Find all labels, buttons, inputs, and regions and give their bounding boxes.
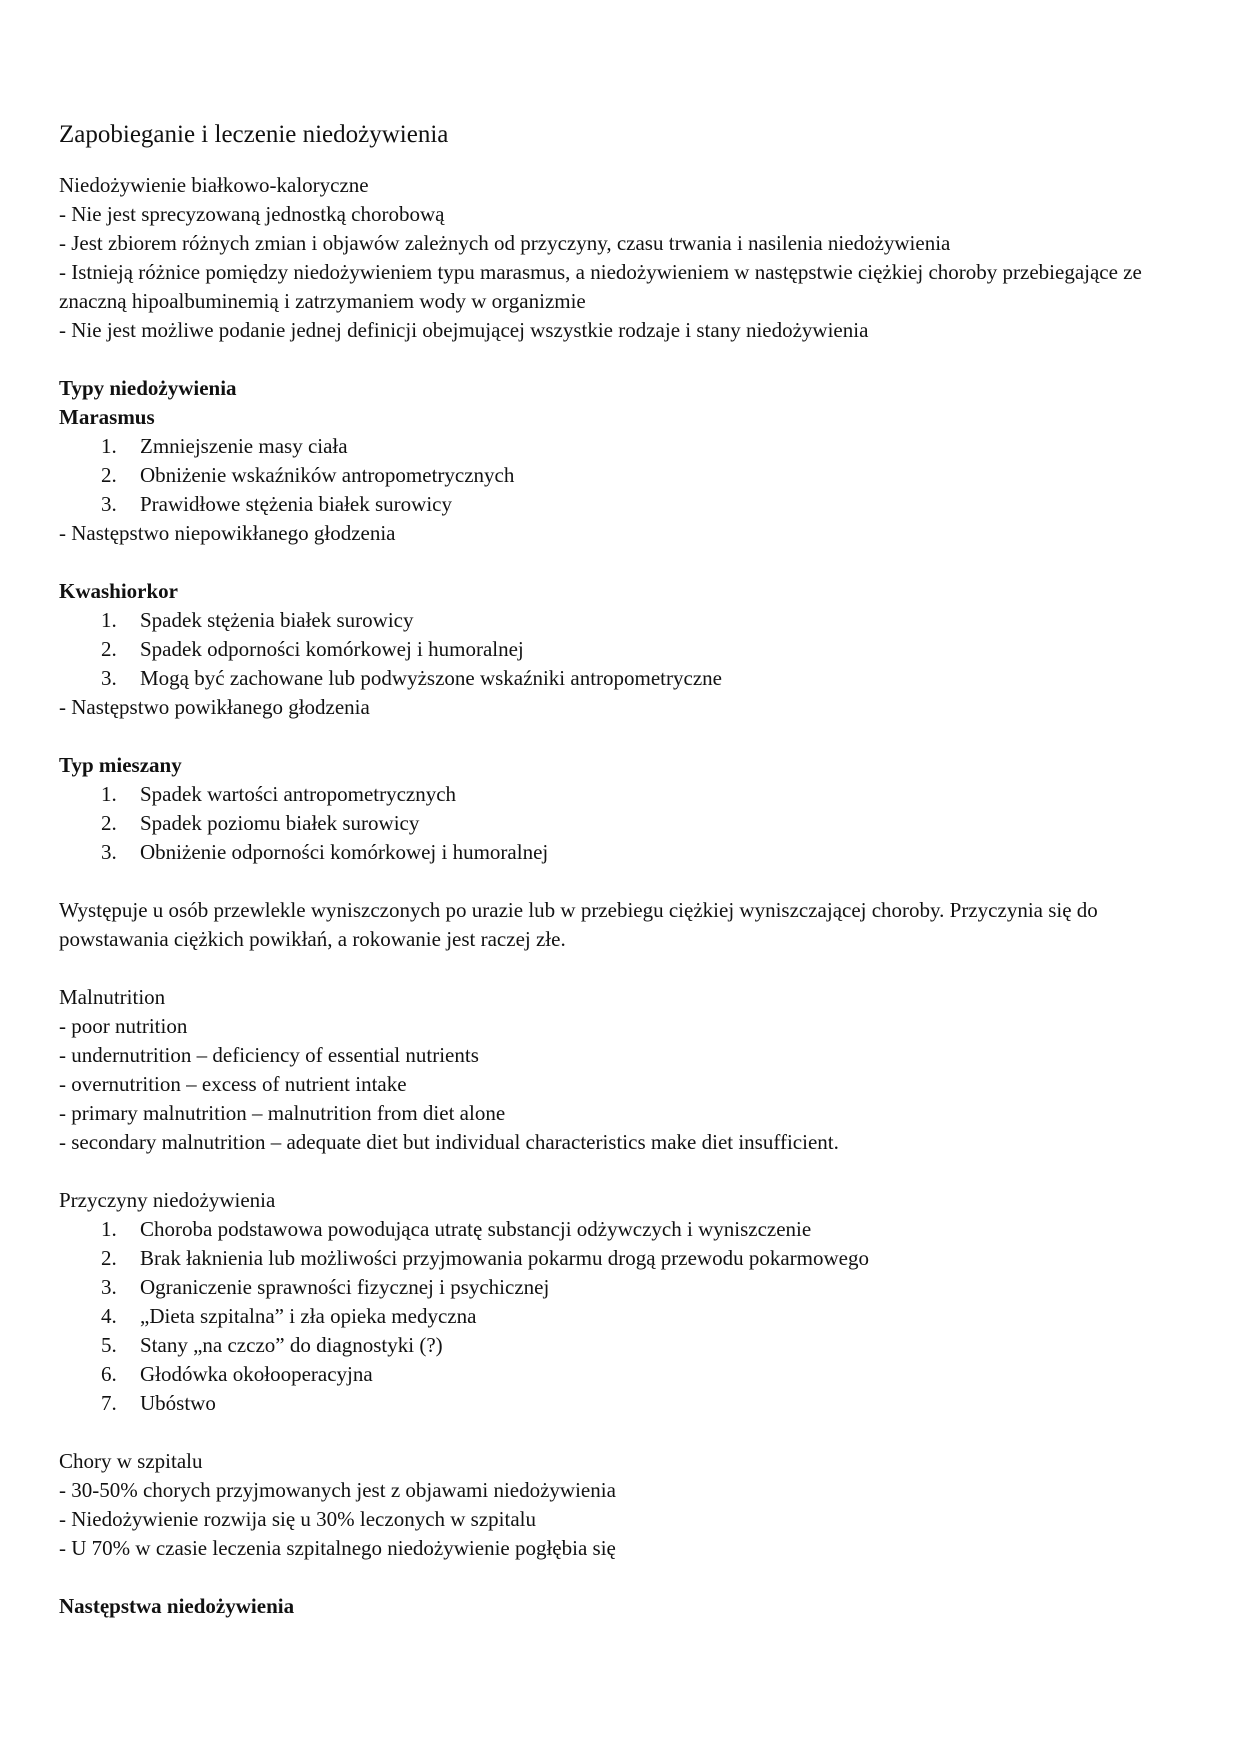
kwashiorkor-note: - Następstwo powikłanego głodzenia	[59, 695, 370, 719]
marasmus-note: - Następstwo niepowikłanego głodzenia	[59, 521, 396, 545]
list-item-text: Obniżenie wskaźników antropometrycznych	[140, 463, 515, 487]
mixed-list	[59, 780, 1189, 867]
mixed-section	[59, 751, 1189, 867]
list-item	[59, 809, 1189, 838]
list-item	[59, 1389, 1189, 1418]
marasmus-section	[59, 374, 1189, 548]
document-page	[59, 118, 1189, 1621]
list-number: 2.	[101, 811, 117, 835]
intro-item: - Istnieją różnice pomiędzy niedożywieniem typu marasmus, a niedożywieniem w następstwie ciężkiej choroby przebiegające ze znaczną hipoalbuminemią i zatrzymaniem wody w organizmie	[59, 260, 1142, 313]
causes-section	[59, 1186, 1189, 1418]
list-item	[59, 664, 1189, 693]
list-item	[59, 635, 1189, 664]
intro-section	[59, 171, 1189, 345]
consequences-heading: Następstwa niedożywienia	[59, 1594, 295, 1618]
list-item-text: „Dieta szpitalna” i zła opieka medyczna	[140, 1304, 477, 1328]
causes-heading: Przyczyny niedożywienia	[59, 1188, 276, 1212]
document-title: Zapobieganie i leczenie niedożywienia	[59, 121, 449, 148]
malnutrition-heading: Malnutrition	[59, 985, 166, 1009]
mixed-heading: Typ mieszany	[59, 753, 182, 777]
list-number: 2.	[101, 1246, 117, 1270]
hospital-item: - 30-50% chorych przyjmowanych jest z objawami niedożywienia	[59, 1478, 616, 1502]
intro-item: - Jest zbiorem różnych zmian i objawów zależnych od przyczyny, czasu trwania i nasilenia niedożywienia	[59, 231, 951, 255]
malnutrition-item: - primary malnutrition – malnutrition from diet alone	[59, 1101, 506, 1125]
list-item	[59, 1215, 1189, 1244]
list-number: 3.	[101, 492, 117, 516]
hospital-section	[59, 1447, 1189, 1563]
list-number: 1.	[101, 434, 117, 458]
hospital-item: - Niedożywienie rozwija się u 30% leczonych w szpitalu	[59, 1507, 537, 1531]
malnutrition-item: - overnutrition – excess of nutrient intake	[59, 1072, 407, 1096]
intro-item: - Nie jest sprecyzowaną jednostką chorobową	[59, 202, 445, 226]
list-item	[59, 780, 1189, 809]
list-number: 7.	[101, 1391, 117, 1415]
list-item	[59, 606, 1189, 635]
list-item-text: Stany „na czczo” do diagnostyki (?)	[140, 1333, 443, 1357]
hospital-item: - U 70% w czasie leczenia szpitalnego niedożywienie pogłębia się	[59, 1536, 616, 1560]
list-number: 2.	[101, 637, 117, 661]
list-item-text: Obniżenie odporności komórkowej i humoralnej	[140, 840, 549, 864]
causes-list	[59, 1215, 1189, 1418]
list-item	[59, 432, 1189, 461]
list-number: 3.	[101, 840, 117, 864]
list-item	[59, 461, 1189, 490]
list-item-text: Spadek odporności komórkowej i humoralnej	[140, 637, 524, 661]
malnutrition-item: - undernutrition – deficiency of essential nutrients	[59, 1043, 479, 1067]
list-item-text: Choroba podstawowa powodująca utratę substancji odżywczych i wyniszczenie	[140, 1217, 812, 1241]
list-item-text: Zmniejszenie masy ciała	[140, 434, 348, 458]
list-number: 6.	[101, 1362, 117, 1386]
list-item	[59, 838, 1189, 867]
kwashiorkor-section	[59, 577, 1189, 722]
list-item-text: Głodówka okołooperacyjna	[140, 1362, 373, 1386]
list-item-text: Ubóstwo	[140, 1391, 216, 1415]
list-item-text: Spadek poziomu białek surowicy	[140, 811, 420, 835]
list-item	[59, 490, 1189, 519]
list-item	[59, 1302, 1189, 1331]
marasmus-list	[59, 432, 1189, 519]
intro-item: - Nie jest możliwe podanie jednej definicji obejmującej wszystkie rodzaje i stany niedożywienia	[59, 318, 869, 342]
kwashiorkor-list	[59, 606, 1189, 693]
list-number: 1.	[101, 782, 117, 806]
list-item	[59, 1360, 1189, 1389]
list-number: 2.	[101, 463, 117, 487]
mixed-paragraph: Występuje u osób przewlekle wyniszczonych po urazie lub w przebiegu ciężkiej wyniszczającej choroby. Przyczynia się do powstawania ciężkich powikłań, a rokowanie jest raczej złe.	[59, 898, 1098, 951]
hospital-heading: Chory w szpitalu	[59, 1449, 203, 1473]
list-item	[59, 1244, 1189, 1273]
malnutrition-item: - secondary malnutrition – adequate diet but individual characteristics make diet insufficient.	[59, 1130, 839, 1154]
list-item-text: Ograniczenie sprawności fizycznej i psychicznej	[140, 1275, 550, 1299]
list-number: 4.	[101, 1304, 117, 1328]
marasmus-heading: Marasmus	[59, 405, 155, 429]
list-number: 5.	[101, 1333, 117, 1357]
intro-heading: Niedożywienie białkowo-kaloryczne	[59, 173, 369, 197]
list-item-text: Mogą być zachowane lub podwyższone wskaźniki antropometryczne	[140, 666, 722, 690]
list-number: 3.	[101, 1275, 117, 1299]
list-item-text: Spadek wartości antropometrycznych	[140, 782, 457, 806]
types-heading: Typy niedożywienia	[59, 376, 237, 400]
list-number: 3.	[101, 666, 117, 690]
kwashiorkor-heading: Kwashiorkor	[59, 579, 179, 603]
malnutrition-item: - poor nutrition	[59, 1014, 188, 1038]
list-item-text: Prawidłowe stężenia białek surowicy	[140, 492, 452, 516]
list-item	[59, 1273, 1189, 1302]
malnutrition-section	[59, 983, 1189, 1157]
list-number: 1.	[101, 608, 117, 632]
list-item-text: Spadek stężenia białek surowicy	[140, 608, 414, 632]
list-number: 1.	[101, 1217, 117, 1241]
list-item	[59, 1331, 1189, 1360]
list-item-text: Brak łaknienia lub możliwości przyjmowania pokarmu drogą przewodu pokarmowego	[140, 1246, 869, 1270]
